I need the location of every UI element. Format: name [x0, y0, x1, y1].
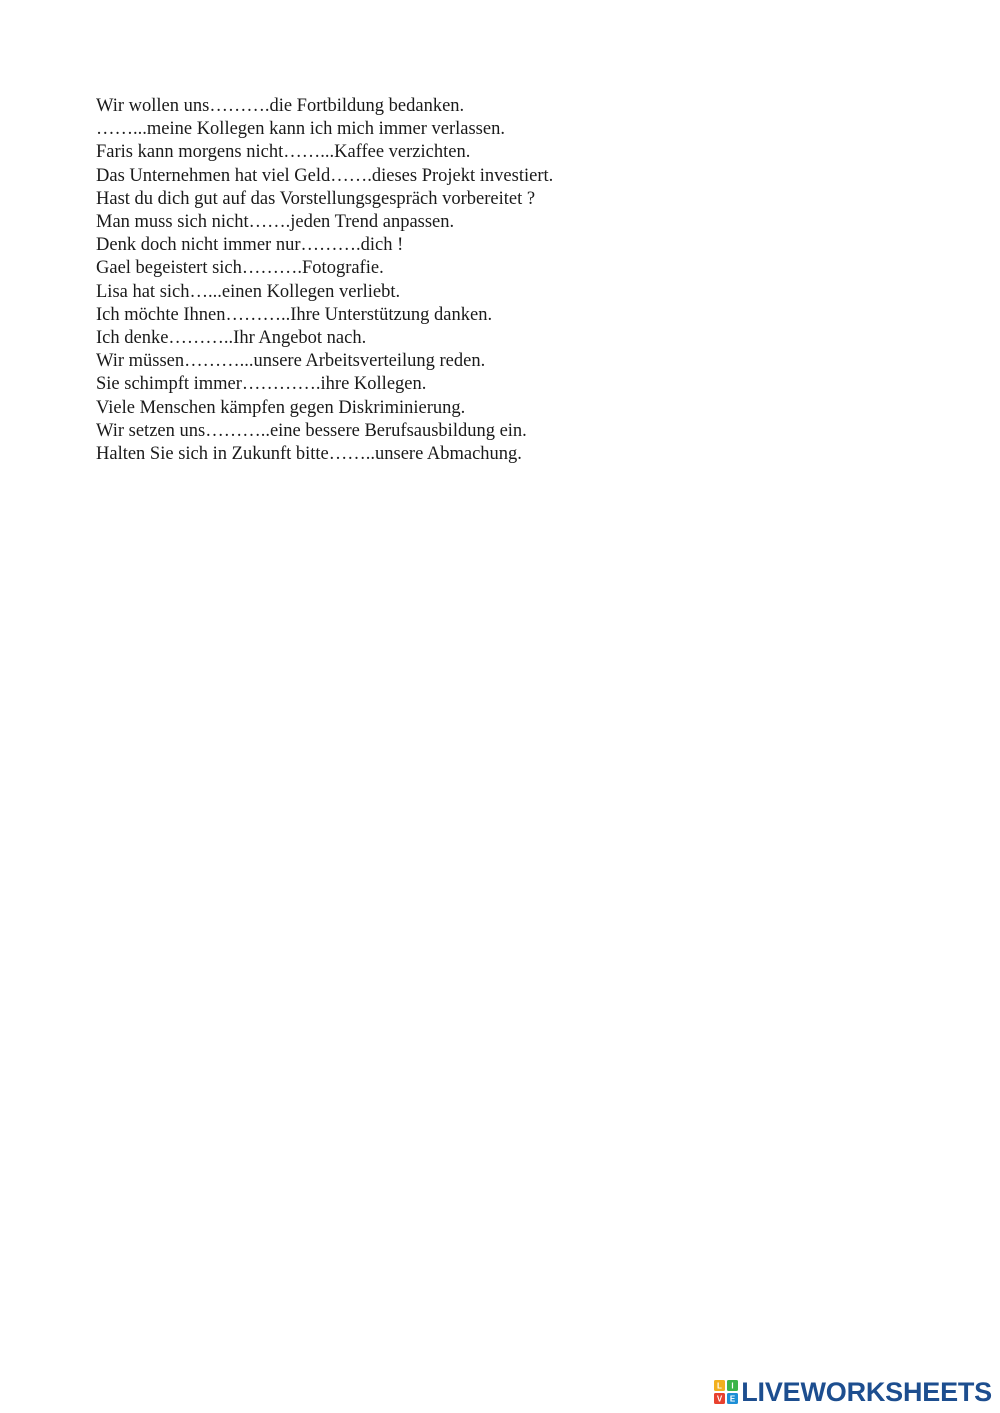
- brand-name: LIVEWORKSHEETS: [741, 1377, 992, 1407]
- sentence-item: Man muss sich nicht…….jeden Trend anpassen.: [96, 212, 455, 233]
- sentence-item: ……...meine Kollegen kann ich mich immer verlassen.: [96, 119, 505, 140]
- liveworksheets-logo-icon: [714, 1380, 738, 1404]
- sentence-item: Denk doch nicht immer nur……….dich !: [96, 235, 404, 256]
- sentence-item: Sie schimpft immer………….ihre Kollegen.: [96, 374, 427, 395]
- sentence-list: [96, 95, 553, 466]
- svg-text:V: V: [717, 1394, 723, 1404]
- sentence-item: Ich möchte Ihnen………..Ihre Unterstützung danken.: [96, 304, 493, 325]
- sentence-item: Wir setzen uns………..eine bessere Berufsausbildung ein.: [96, 420, 527, 441]
- sentence-item: Ich denke………..Ihr Angebot nach.: [96, 328, 367, 349]
- sentence-item: Faris kann morgens nicht……...Kaffee verzichten.: [96, 142, 471, 163]
- brand-logo[interactable]: [714, 1377, 992, 1407]
- sentence-item: Hast du dich gut auf das Vorstellungsgespräch vorbereitet ?: [96, 188, 536, 209]
- sentence-item: Wir wollen uns……….die Fortbildung bedanken.: [96, 96, 465, 116]
- sentence-item: Viele Menschen kämpfen gegen Diskriminierung.: [96, 397, 466, 418]
- svg-text:L: L: [717, 1381, 723, 1391]
- sentence-item: Gael begeistert sich……….Fotografie.: [96, 258, 384, 279]
- svg-text:E: E: [730, 1394, 736, 1404]
- sentence-item: Lisa hat sich…...einen Kollegen verliebt.: [96, 281, 401, 302]
- sentence-item: Das Unternehmen hat viel Geld…….dieses Projekt investiert.: [96, 165, 554, 186]
- svg-text:I: I: [731, 1381, 734, 1391]
- sentence-item: Halten Sie sich in Zukunft bitte……..unsere Abmachung.: [96, 444, 522, 465]
- sentence-item: Wir müssen………...unsere Arbeitsverteilung reden.: [96, 351, 486, 372]
